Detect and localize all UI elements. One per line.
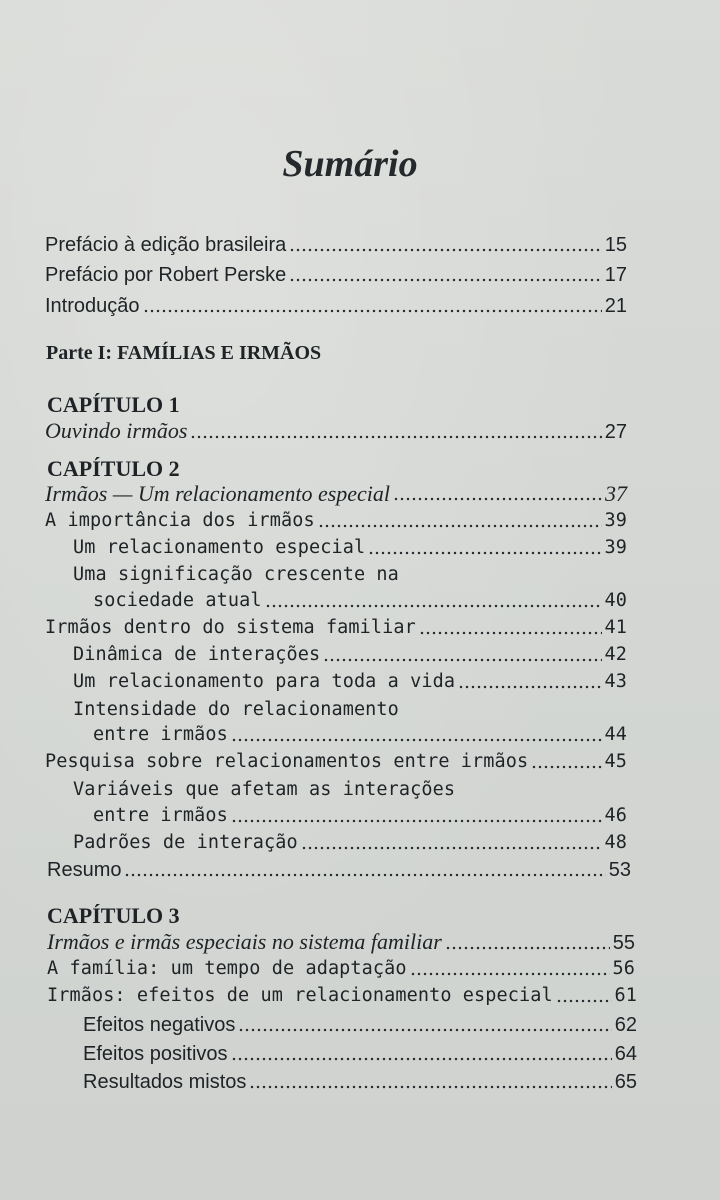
leader-dots [458, 685, 601, 689]
toc-entry-label: Irmãos: efeitos de um relacionamento especial [47, 985, 553, 1006]
toc-page-number: 39 [604, 510, 627, 531]
leader-dots [419, 631, 602, 635]
toc-entry-label: Introdução [45, 295, 140, 317]
toc-page-number: 15 [604, 234, 627, 256]
toc-entry[interactable] [47, 983, 637, 1009]
toc-entry-chapter-3[interactable] [47, 929, 635, 956]
leader-dots [410, 972, 610, 976]
toc-entry-label: Efeitos negativos [83, 1014, 236, 1036]
toc-entry-label: entre irmãos [93, 805, 228, 826]
toc-entry[interactable] [83, 1012, 637, 1038]
part-heading: Parte I: FAMÍLIAS E IRMÃOS [46, 342, 322, 364]
toc-entry[interactable] [83, 1041, 637, 1067]
leader-dots [124, 873, 605, 877]
toc-entry-prefacio-brasileira[interactable] [45, 232, 627, 258]
leader-dots [445, 946, 610, 950]
toc-entry-label: entre irmãos [93, 724, 228, 745]
toc-entry-label: Pesquisa sobre relacionamentos entre irmãos [45, 751, 529, 772]
toc-entry-label: Prefácio à edição brasileira [45, 234, 287, 256]
toc-entry-label: Padrões de interação [73, 832, 298, 853]
leader-dots [231, 819, 602, 823]
toc-page-number: 65 [614, 1071, 637, 1093]
leader-dots [556, 999, 612, 1003]
toc-entry[interactable] [73, 830, 627, 856]
toc-entry-chapter-2[interactable] [45, 481, 627, 507]
leader-dots [531, 765, 601, 769]
toc-entry-introducao[interactable] [45, 293, 627, 319]
leader-dots [190, 435, 601, 439]
toc-entry-label: Dinâmica de interações [73, 644, 321, 665]
toc-entry-label: Prefácio por Robert Perske [45, 264, 287, 286]
leader-dots [289, 278, 602, 282]
toc-entry-label: Irmãos dentro do sistema familiar [45, 617, 416, 638]
toc-entry[interactable] [93, 803, 627, 829]
toc-entry[interactable] [83, 1069, 637, 1095]
toc-page-number: 42 [604, 644, 627, 665]
leader-dots [393, 497, 602, 501]
toc-entry[interactable] [45, 508, 627, 534]
toc-entry-label: Ouvindo irmãos [45, 418, 188, 443]
toc-page-number: 17 [604, 264, 627, 286]
leader-dots [249, 1085, 611, 1089]
toc-entry[interactable] [45, 749, 627, 775]
toc-page-number: 61 [614, 985, 637, 1006]
toc-entry-label: Irmãos e irmãs especiais no sistema familiar [47, 929, 442, 954]
toc-entry[interactable] [73, 535, 627, 561]
leader-dots [323, 658, 601, 662]
toc-entry[interactable] [73, 669, 627, 695]
toc-entry-label-line1: Variáveis que afetam as interações [73, 779, 456, 800]
leader-dots [318, 524, 602, 528]
toc-page-number: 41 [604, 617, 627, 638]
toc-page-number: 21 [604, 295, 627, 317]
toc-page-number: 39 [604, 537, 627, 558]
toc-entry-label: Resultados mistos [83, 1071, 247, 1093]
toc-entry-chapter-1[interactable] [45, 418, 627, 445]
page-title: Sumário [282, 143, 418, 185]
toc-entry-label: A importância dos irmãos [45, 510, 315, 531]
leader-dots [238, 1028, 611, 1032]
toc-entry[interactable] [47, 956, 635, 982]
toc-page-number: 44 [604, 724, 627, 745]
toc-entry[interactable] [73, 642, 627, 668]
leader-dots [143, 309, 602, 313]
leader-dots [265, 604, 602, 608]
leader-dots [301, 846, 602, 850]
chapter-3-heading: CAPÍTULO 3 [47, 903, 180, 928]
leader-dots [231, 1057, 612, 1061]
toc-entry-label-line1: Intensidade do relacionamento [73, 699, 399, 720]
toc-page-number: 43 [604, 671, 627, 692]
toc-entry-label: Um relacionamento para toda a vida [73, 671, 456, 692]
toc-page-number: 64 [614, 1043, 637, 1065]
toc-entry[interactable] [47, 857, 631, 883]
leader-dots [368, 551, 601, 555]
chapter-1-heading: CAPÍTULO 1 [47, 392, 180, 417]
chapter-2-heading: CAPÍTULO 2 [47, 456, 180, 481]
toc-page-number: 27 [604, 421, 627, 443]
toc-entry[interactable] [93, 588, 627, 614]
toc-entry-label: Efeitos positivos [83, 1043, 228, 1065]
toc-page-number: 46 [604, 805, 627, 826]
toc-entry[interactable] [93, 722, 627, 748]
toc-page-number: 40 [604, 590, 627, 611]
toc-entry-label-line1: Uma significação crescente na [73, 564, 399, 585]
toc-entry-prefacio-perske[interactable] [45, 262, 627, 288]
toc-entry[interactable] [45, 615, 627, 641]
toc-entry-label: sociedade atual [93, 590, 262, 611]
toc-page-number: 55 [612, 932, 635, 954]
toc-entry-label: Irmãos — Um relacionamento especial [45, 481, 391, 506]
toc-page-number: 48 [604, 832, 627, 853]
toc-page-number: 62 [614, 1014, 637, 1036]
toc-entry-label: Resumo [47, 859, 122, 881]
toc-entry-label: Um relacionamento especial [73, 537, 366, 558]
toc-page-number: 53 [608, 859, 631, 881]
leader-dots [231, 738, 602, 742]
toc-entry-label: A família: um tempo de adaptação [47, 958, 407, 979]
toc-page-number: 37 [605, 481, 627, 506]
leader-dots [289, 248, 602, 252]
toc-page-number: 56 [612, 958, 635, 979]
toc-page-number: 45 [604, 751, 627, 772]
